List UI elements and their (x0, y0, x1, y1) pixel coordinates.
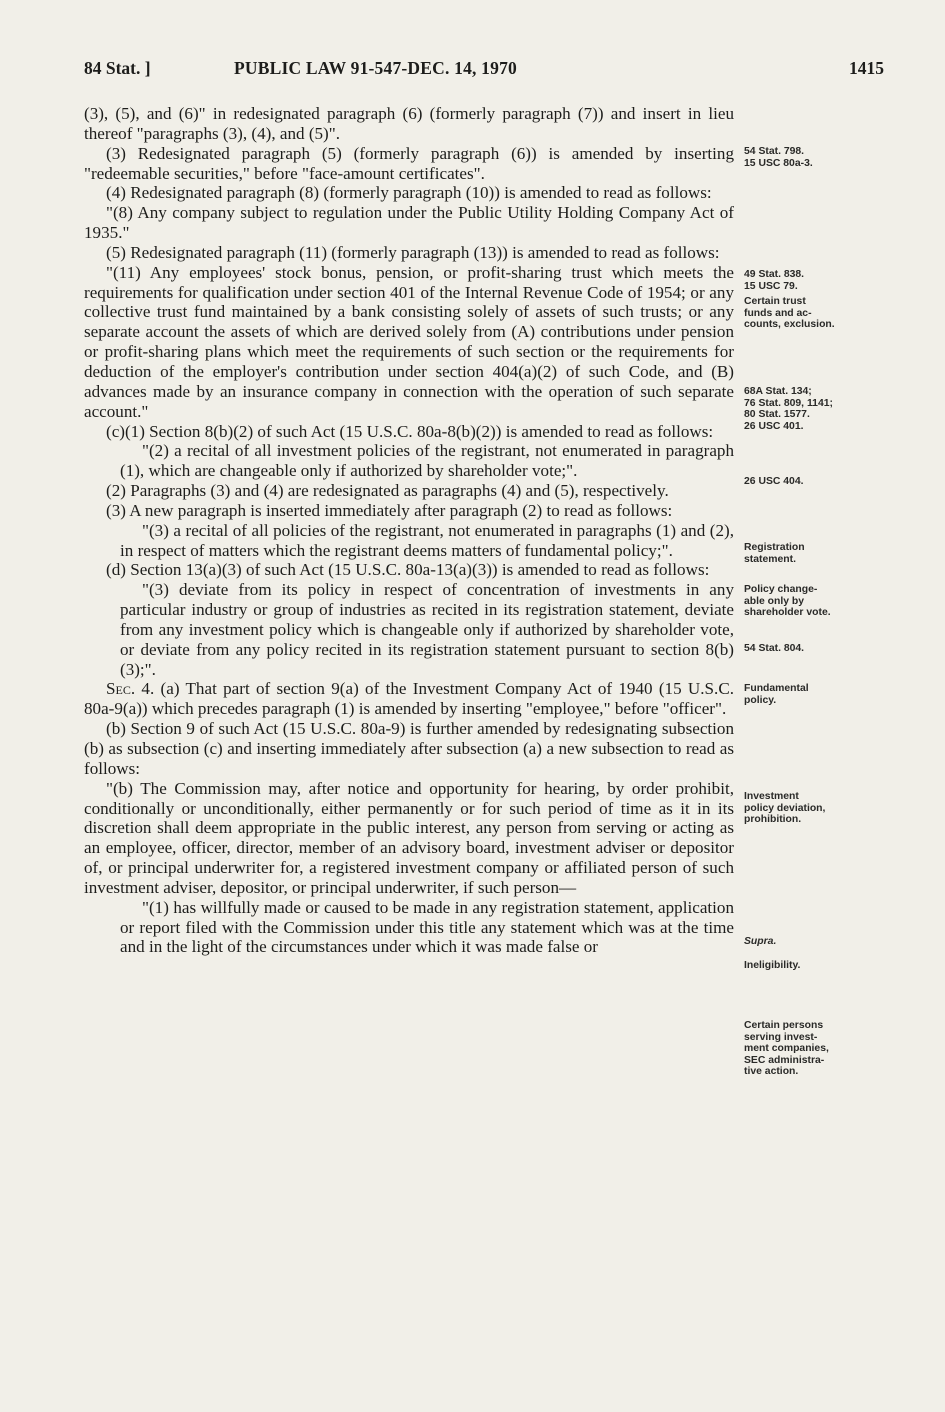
paragraph: "(11) Any employees' stock bonus, pension, or profit-sharing trust which meets the requirements for qualification under section 401 of the Internal Revenue Code of 1954; or any collective trust fund maintained by a bank consisting solely of assets of such trusts; or any separate account the assets of which are derived solely from (A) contributions under pension or profit-sharing plans which meet the requirements of such section or the requirements for deduction of the employer's contribution under section 404(a)(2) of such Code, and (B) advances made by an insurance company in connection with the operation of such separate account." (84, 262, 734, 421)
paragraph: (5) Redesignated paragraph (11) (formerly paragraph (13)) is amended to read as follows: (106, 242, 720, 262)
paragraph: "(b) The Commission may, after notice and opportunity for hearing, by order prohibit, conditionally or unconditionally, either permanently or for such period of time as it in its discretion shall deem appropriate in the public interest, any person from serving or acting as an employee, officer, director, member of an advisory board, investment adviser or depositor of, or principal underwriter for, a registered investment company or affiliated person of such investment adviser, depositor, or principal underwriter, if such person— (84, 778, 734, 897)
quoted-paragraph: "(3) a recital of all policies of the registrant, not enumerated in paragraphs (1) and (2), in respect of matters which the registrant deems matters of fundamental policy;". (120, 520, 734, 560)
margin-note: Supra. (744, 936, 777, 947)
paragraph: (2) Paragraphs (3) and (4) are redesignated as paragraphs (4) and (5), respectively. (106, 481, 669, 501)
margin-note: 54 Stat. 798. 15 USC 80a-3. (744, 146, 813, 169)
margin-note: Investment policy deviation, prohibition. (744, 791, 826, 825)
margin-note: Registration statement. (744, 542, 805, 565)
paragraph: (3) A new paragraph is inserted immediately after paragraph (2) to read as follows: (106, 500, 673, 520)
margin-note: Fundamental policy. (744, 683, 809, 706)
section-label: Sec. (106, 679, 136, 699)
margin-note: 26 USC 404. (744, 476, 804, 487)
quoted-paragraph: "(3) deviate from its policy in respect of concentration of investments in any particular industry or group of industries as recited in its registration statement, deviate from any investment policy which is changeable only if authorized by shareholder vote, or deviate from any policy recited in its registration statement pursuant to section 8(b)(3);". (120, 580, 734, 679)
paragraph: (3) Redesignated paragraph (5) (formerly paragraph (6)) is amended by inserting "redeemable securities," before "face-amount certificates". (84, 143, 734, 183)
section-paragraph (84, 679, 734, 719)
volume-reference: 84 Stat. ] (84, 58, 151, 78)
paragraph: (3), (5), and (6)" in redesignated paragraph (6) (formerly paragraph (7)) and insert in lieu thereof "paragraphs (3), (4), and (5)". (84, 104, 734, 143)
running-head (84, 58, 884, 86)
page-title: PUBLIC LAW 91-547-DEC. 14, 1970 (234, 58, 517, 78)
paragraph: (c)(1) Section 8(b)(2) of such Act (15 U.S.C. 80a-8(b)(2)) is amended to read as follows: (106, 421, 714, 441)
margin-note: 68A Stat. 134; 76 Stat. 809, 1141; 80 Stat. 1577. 26 USC 401. (744, 386, 833, 432)
margin-note: 49 Stat. 838. 15 USC 79. (744, 269, 805, 292)
paragraph: (b) Section 9 of such Act (15 U.S.C. 80a-9) is further amended by redesignating subsection (b) as subsection (c) and inserting immediately after subsection (a) a new subsection to read as follows: (84, 719, 734, 778)
quoted-paragraph: "(1) has willfully made or caused to be made in any registration statement, application or report filed with the Commission under this title any statement which was at the time and in the light of the circumstances under which it was made false or (120, 897, 734, 957)
quoted-paragraph: "(2) a recital of all investment policies of the registrant, not enumerated in paragraph (1), which are changeable only if authorized by shareholder vote;". (120, 441, 734, 481)
paragraph: (d) Section 13(a)(3) of such Act (15 U.S.C. 80a-13(a)(3)) is amended to read as follows: (106, 560, 710, 580)
margin-note: Certain trust funds and ac- counts, exclusion. (744, 296, 835, 330)
section-text: 4. (a) That part of section 9(a) of the Investment Company Act of 1940 (15 U.S.C. 80a-9(a)) which precedes paragraph (1) is amended by inserting "employee," before "officer". (84, 679, 734, 719)
paragraph: "(8) Any company subject to regulation under the Public Utility Holding Company Act of 1935." (84, 203, 734, 243)
margin-note: Certain persons serving invest- ment companies, SEC administra- tive action. (744, 1020, 829, 1077)
body-text (84, 104, 734, 957)
page-number: 1415 (849, 58, 884, 78)
margin-note: Policy change- able only by shareholder vote. (744, 584, 831, 618)
margin-note: 54 Stat. 804. (744, 643, 805, 654)
margin-note: Ineligibility. (744, 960, 801, 971)
paragraph: (4) Redesignated paragraph (8) (formerly paragraph (10)) is amended to read as follows: (106, 183, 712, 203)
